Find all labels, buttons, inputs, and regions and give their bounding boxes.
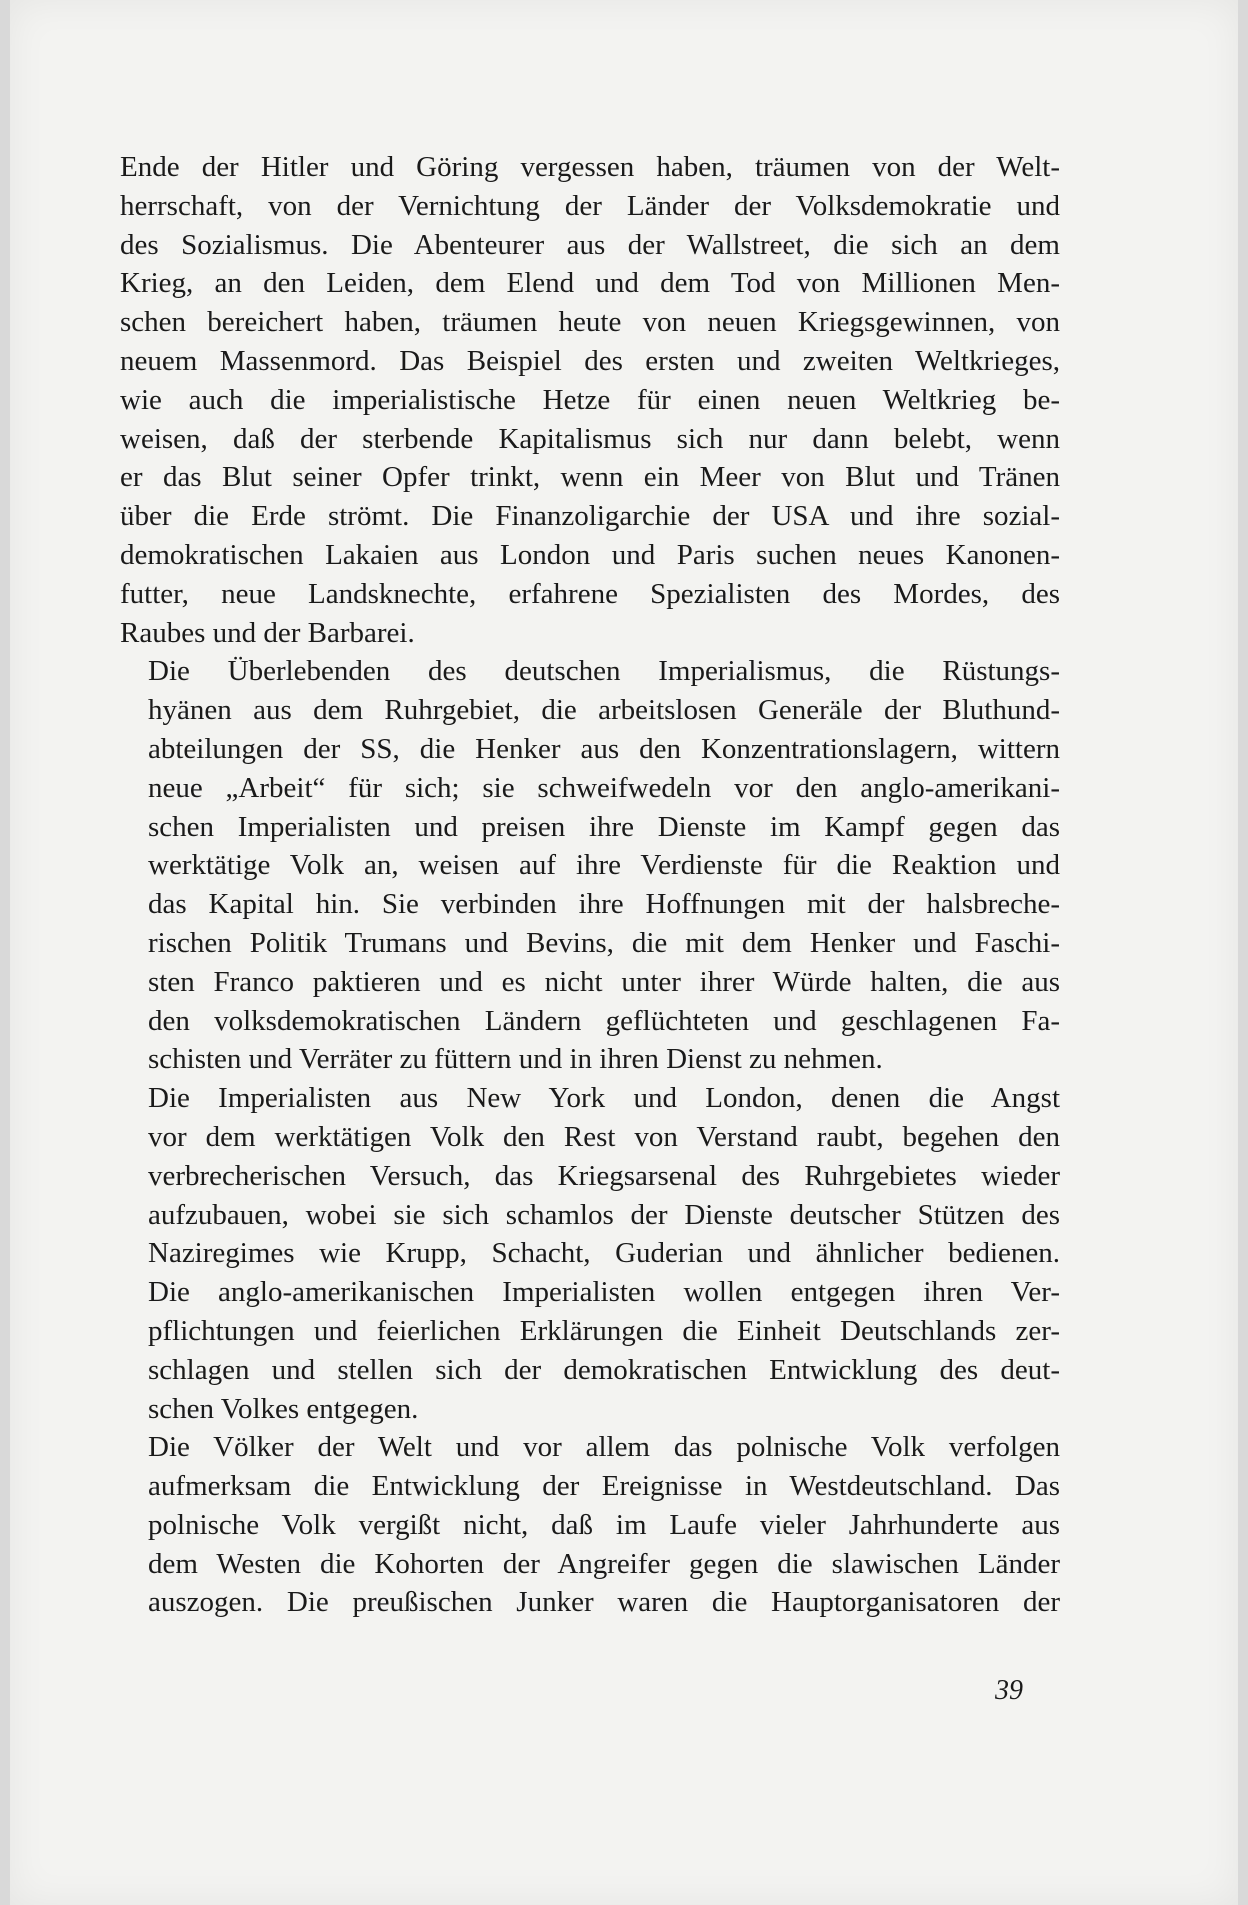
text-line: dem Westen die Kohorten der Angreifer gegen die slawischen Länder — [148, 1547, 1060, 1580]
text-line: Krieg, an den Leiden, dem Elend und dem Tod von Millionen Men- — [120, 267, 1060, 300]
text-line: Naziregimes wie Krupp, Schacht, Guderian und ähnlicher bedienen. — [148, 1237, 1060, 1270]
text-line: Die Imperialisten aus New York und London, denen die Angst — [148, 1082, 1060, 1115]
text-line: den volksdemokratischen Ländern geflüchteten und geschlagenen Fa- — [148, 1004, 1060, 1037]
text-line: er das Blut seiner Opfer trinkt, wenn ein Meer von Blut und Tränen — [120, 461, 1060, 494]
text-line: Die anglo-amerikanischen Imperialisten wollen entgegen ihren Ver- — [148, 1276, 1060, 1309]
text-line: vor dem werktätigen Volk den Rest von Verstand raubt, begehen den — [148, 1120, 1060, 1153]
text-line: werktätige Volk an, weisen auf ihre Verdienste für die Reaktion und — [148, 849, 1060, 882]
text-line: Raubes und der Barbarei. — [120, 616, 415, 649]
text-line: schen Volkes entgegen. — [148, 1392, 419, 1425]
text-line: pflichtungen und feierlichen Erklärungen die Einheit Deutschlands zer- — [148, 1314, 1060, 1347]
text-line: futter, neue Landsknechte, erfahrene Spezialisten des Mordes, des — [120, 577, 1060, 610]
text-line: wie auch die imperialistische Hetze für einen neuen Weltkrieg be- — [120, 383, 1060, 416]
book-page — [10, 0, 1238, 1905]
text-line: neue „Arbeit“ für sich; sie schweifwedeln vor den anglo-amerikani- — [148, 771, 1060, 804]
paragraph-4 — [120, 1428, 1060, 1622]
text-line: über die Erde strömt. Die Finanzoligarchie der USA und ihre sozial- — [120, 500, 1060, 533]
text-line: des Sozialismus. Die Abenteurer aus der Wallstreet, die sich an dem — [120, 228, 1060, 261]
text-line: aufmerksam die Entwicklung der Ereignisse in Westdeutschland. Das — [148, 1470, 1060, 1503]
paragraph-2 — [120, 652, 1060, 1079]
text-line: Die Völker der Welt und vor allem das polnische Volk verfolgen — [148, 1431, 1060, 1464]
text-line: sten Franco paktieren und es nicht unter ihrer Würde halten, die aus — [148, 965, 1060, 998]
text-line: das Kapital hin. Sie verbinden ihre Hoffnungen mit der halsbreche- — [148, 888, 1060, 921]
text-line: demokratischen Lakaien aus London und Paris suchen neues Kanonen- — [120, 538, 1060, 571]
text-line: schlagen und stellen sich der demokratischen Entwicklung des deut- — [148, 1353, 1060, 1386]
text-line: schen bereichert haben, träumen heute von neuen Kriegsgewinnen, von — [120, 306, 1060, 339]
text-line: rischen Politik Trumans und Bevins, die mit dem Henker und Faschi- — [148, 926, 1060, 959]
page-number: 39 — [995, 1675, 1023, 1706]
paragraph-3 — [120, 1079, 1060, 1428]
text-line: weisen, daß der sterbende Kapitalismus sich nur dann belebt, wenn — [120, 422, 1060, 455]
text-line: abteilungen der SS, die Henker aus den Konzentrationslagern, wittern — [148, 732, 1060, 765]
text-line: Die Überlebenden des deutschen Imperialismus, die Rüstungs- — [148, 655, 1060, 688]
text-line: Ende der Hitler und Göring vergessen haben, träumen von der Welt- — [120, 151, 1060, 183]
text-line: auszogen. Die preußischen Junker waren die Hauptorganisatoren der — [148, 1586, 1060, 1619]
text-line: verbrecherischen Versuch, das Kriegsarsenal des Ruhrgebietes wieder — [148, 1159, 1060, 1192]
text-line: schisten und Verräter zu füttern und in ihren Dienst zu nehmen. — [148, 1043, 883, 1076]
body-text — [120, 148, 1060, 1622]
text-line: hyänen aus dem Ruhrgebiet, die arbeitslosen Generäle der Bluthund- — [148, 694, 1060, 727]
text-line: aufzubauen, wobei sie sich schamlos der Dienste deutscher Stützen des — [148, 1198, 1060, 1231]
paragraph-1 — [120, 148, 1060, 652]
text-line: herrschaft, von der Vernichtung der Länder der Volksdemokratie und — [120, 189, 1060, 222]
text-line: polnische Volk vergißt nicht, daß im Laufe vieler Jahrhunderte aus — [148, 1508, 1060, 1541]
text-line: schen Imperialisten und preisen ihre Dienste im Kampf gegen das — [148, 810, 1060, 843]
text-line: neuem Massenmord. Das Beispiel des ersten und zweiten Weltkrieges, — [120, 344, 1060, 377]
